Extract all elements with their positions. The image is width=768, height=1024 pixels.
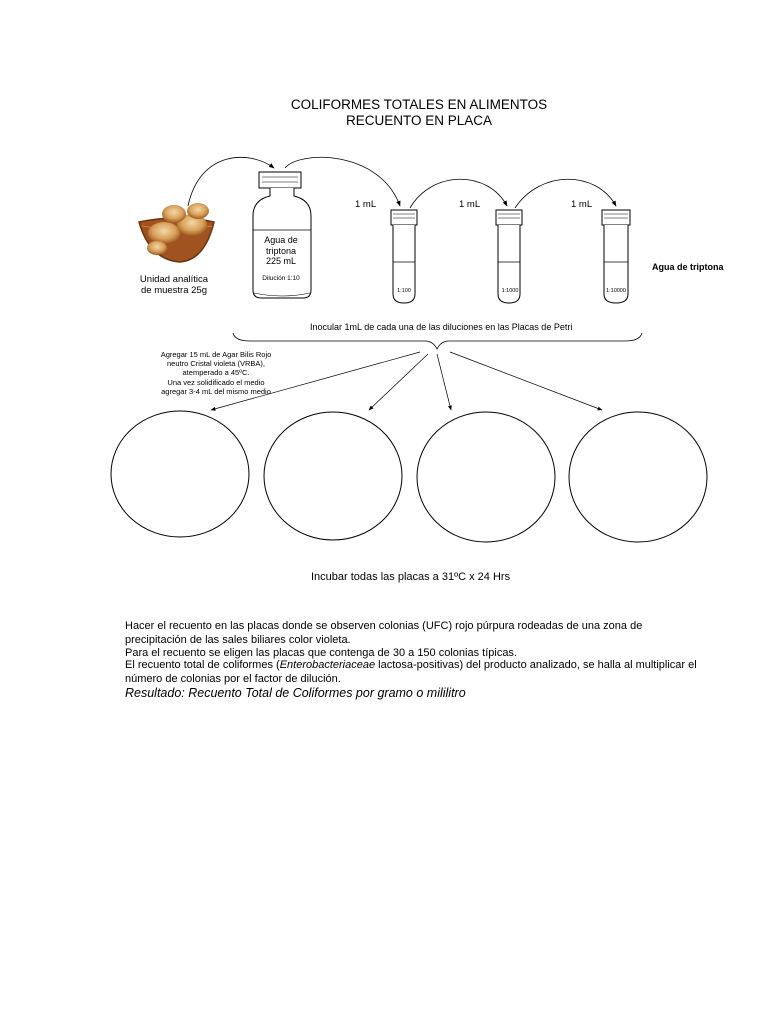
agar-note-line-1: Agregar 15 mL de Agar Bilis Rojo	[160, 350, 272, 359]
incubate-instruction: Incubar todas las placas a 31ºC x 24 Hrs	[311, 571, 511, 583]
arrow-to-plate-4	[450, 352, 602, 410]
organism-name: Enterobacteriaceae	[279, 659, 376, 671]
agar-note	[156, 350, 276, 396]
transfer-label-2: 1 mL	[459, 199, 481, 210]
sample-label-line-1: Unidad analítica	[139, 274, 209, 285]
result-statement: Resultado: Recuento Total de Coliformes por gramo o mililitro	[125, 686, 466, 700]
tube-1-dilution: 1:100	[397, 288, 411, 294]
bottle-label-line-1: Agua de	[264, 235, 298, 245]
bottle-label	[252, 235, 310, 267]
tube-medium-label: Agua de triptona	[652, 262, 724, 272]
petri-plate-4	[569, 412, 707, 542]
bottle-label-line-2: triptona	[265, 245, 297, 256]
tube-3-dilution: 1:10000	[606, 288, 626, 294]
paragraph-plate-selection: Para el recuento se eligen las placas que contenga de 30 a 150 colonias típicas.	[125, 647, 517, 659]
inoculate-instruction: Inocular 1mL de cada una de las diluciones en las Placas de Petri	[310, 322, 573, 332]
paragraph-total-count-start: El recuento total de coliformes (	[125, 659, 280, 671]
petri-plate-2	[264, 412, 402, 540]
agar-note-line-2: neutro Cristal violeta (VRBA),	[167, 359, 265, 369]
paragraph-total-count-end: lactosa-positivas) del producto analizado, se halla al multiplicar el número de colonias por el factor de dilución.	[125, 659, 697, 685]
bottle-dilution-label: Dilución 1:10	[262, 275, 300, 282]
sample-label	[128, 274, 220, 296]
petri-plate-1	[111, 411, 249, 537]
page-title-line-2: RECUENTO EN PLACA	[345, 113, 493, 128]
agar-note-line-5: agregar 3-4 mL del mismo medio	[161, 386, 271, 396]
bottle-label-line-3: 225 mL	[265, 256, 297, 266]
paragraph-total-count	[125, 659, 705, 686]
transfer-label-3: 1 mL	[571, 199, 593, 210]
tube-2-dilution: 1:1000	[501, 288, 519, 294]
arrow-to-plate-2	[369, 354, 428, 410]
agar-note-line-3: atemperado a 45ºC.	[182, 368, 250, 378]
paragraph-count-instructions: Hacer el recuento en las placas donde se observen colonias (UFC) rojo púrpura rodeadas de una zona de precipitación de las sales biliares color violeta.	[125, 620, 643, 646]
arrow-to-plate-3	[437, 354, 451, 410]
arrow-tube-2-to-tube-3	[515, 179, 616, 208]
bread-basket-icon	[139, 203, 214, 262]
agar-note-line-4: Una vez solidificado el medio	[167, 377, 265, 387]
petri-plate-3	[417, 412, 555, 542]
dilutions-brace	[233, 333, 642, 349]
transfer-label-1: 1 mL	[355, 199, 377, 210]
sample-label-line-2: de muestra 25g	[140, 285, 207, 296]
page-title-line-1: COLIFORMES TOTALES EN ALIMENTOS	[290, 97, 548, 112]
